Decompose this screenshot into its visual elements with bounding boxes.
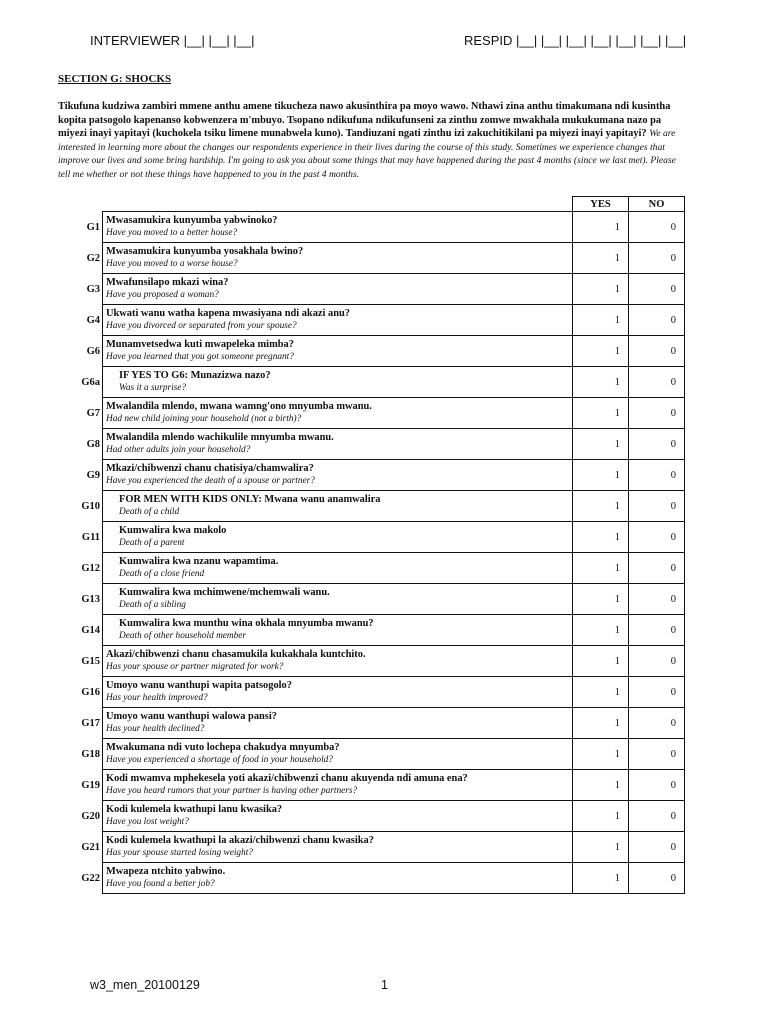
yes-option[interactable]: 1: [573, 429, 629, 460]
question-english: Have you experienced a shortage of food in your household?: [106, 755, 333, 765]
question-english: Had new child joining your household (not a birth)?: [106, 414, 302, 424]
no-option[interactable]: 0: [629, 429, 685, 460]
question-cell: [103, 367, 573, 398]
table-row: [58, 553, 685, 584]
question-code: G6a: [81, 376, 100, 388]
intro-paragraph: [58, 100, 680, 182]
question-english: Was it a surprise?: [119, 383, 187, 393]
yes-option[interactable]: 1: [573, 615, 629, 646]
intro-chichewa: Tikufuna kudziwa zambiri mmene anthu amene tikucheza nawo akusinthira pa moyo wawo. Nthawi zina anthu timakumana ndi kusintha kopita patsogolo kapenanso kobwenzera m'mbuyo. Tsopano ndikufuna ndikufunseni za zinthu zomwe mwakhala mukukumana nazo pa miyezi inayi yapitayi (kuchokela tsiku limene munabwela kuno). Tandiuzani ngati zinthu izi zakuchitikilani pa miyezi inayi yapitayi?: [58, 101, 671, 140]
question-english: Has your spouse started losing weight?: [106, 848, 253, 858]
no-option[interactable]: 0: [629, 212, 685, 243]
question-english: Have you moved to a worse house?: [106, 259, 238, 269]
no-option[interactable]: 0: [629, 770, 685, 801]
question-code: G6: [86, 345, 100, 357]
table-row: [58, 212, 685, 243]
question-chichewa: Mwapeza ntchito yabwino.: [106, 866, 226, 877]
question-english: Has your spouse or partner migrated for work?: [106, 662, 284, 672]
question-english: Have you learned that you got someone pregnant?: [106, 352, 294, 362]
no-option[interactable]: 0: [629, 863, 685, 894]
yes-option[interactable]: 1: [573, 708, 629, 739]
question-english: Have you moved to a better house?: [106, 228, 238, 238]
table-row: [58, 336, 685, 367]
question-code: G7: [86, 407, 100, 419]
question-cell: [103, 646, 573, 677]
question-chichewa: Kumwalira kwa mchimwene/mchemwali wanu.: [119, 587, 330, 598]
question-english: Had other adults join your household?: [106, 445, 251, 455]
question-cell: [103, 801, 573, 832]
question-cell: [103, 460, 573, 491]
question-cell: [103, 739, 573, 770]
yes-option[interactable]: 1: [573, 677, 629, 708]
question-chichewa: Mwafunsilapo mkazi wina?: [106, 277, 229, 288]
no-option[interactable]: 0: [629, 274, 685, 305]
no-option[interactable]: 0: [629, 708, 685, 739]
no-option[interactable]: 0: [629, 305, 685, 336]
table-row: [58, 677, 685, 708]
shocks-table: [58, 196, 685, 894]
section-title: SECTION G: SHOCKS: [58, 73, 172, 85]
no-option[interactable]: 0: [629, 801, 685, 832]
question-english: Has your health declined?: [106, 724, 205, 734]
question-code: G4: [86, 314, 100, 326]
question-code: G11: [81, 531, 100, 543]
table-row: [58, 398, 685, 429]
question-cell: [103, 615, 573, 646]
question-code: G12: [81, 562, 100, 574]
question-code: G8: [86, 438, 100, 450]
question-code: G2: [86, 252, 100, 264]
table-row: [58, 243, 685, 274]
question-english: Have you experienced the death of a spouse or partner?: [106, 476, 315, 486]
table-row: [58, 522, 685, 553]
question-english: Death of a sibling: [119, 600, 186, 610]
no-header: NO: [629, 197, 685, 212]
no-option[interactable]: 0: [629, 243, 685, 274]
table-row: [58, 274, 685, 305]
question-chichewa: Mwasamukira kunyumba yosakhala bwino?: [106, 246, 304, 257]
question-chichewa: Mkazi/chibwenzi chanu chatisiya/chamwalira?: [106, 463, 314, 474]
question-chichewa: Mwakumana ndi vuto lochepa chakudya mnyumba?: [106, 742, 340, 753]
question-chichewa: Kumwalira kwa munthu wina okhala mnyumba mwanu?: [119, 618, 374, 629]
question-code: G20: [81, 810, 100, 822]
yes-header: YES: [573, 197, 629, 212]
question-cell: [103, 770, 573, 801]
yes-option[interactable]: 1: [573, 212, 629, 243]
table-row: [58, 708, 685, 739]
question-chichewa: Umoyo wanu wanthupi wapita patsogolo?: [106, 680, 292, 691]
question-code: G22: [81, 872, 100, 884]
question-chichewa: Mwasamukira kunyumba yabwinoko?: [106, 215, 278, 226]
question-english: Death of other household member: [119, 631, 247, 641]
table-row: [58, 739, 685, 770]
question-chichewa: FOR MEN WITH KIDS ONLY: Mwana wanu anamwalira: [119, 494, 381, 505]
question-chichewa: Akazi/chibwenzi chanu chasamukila kukakhala kuntchito.: [106, 649, 366, 660]
question-chichewa: Ukwati wanu watha kapena mwasiyana ndi akazi anu?: [106, 308, 350, 319]
yes-option[interactable]: 1: [573, 770, 629, 801]
question-english: Death of a parent: [119, 538, 185, 548]
table-row: [58, 770, 685, 801]
question-cell: [103, 491, 573, 522]
page-number: 1: [381, 978, 388, 992]
question-cell: [103, 274, 573, 305]
question-code: G13: [81, 593, 100, 605]
question-code: G18: [81, 748, 100, 760]
table-header-row: [58, 197, 685, 212]
yes-option[interactable]: 1: [573, 305, 629, 336]
question-cell: [103, 708, 573, 739]
question-english: Have you proposed a woman?: [106, 290, 219, 300]
yes-option[interactable]: 1: [573, 863, 629, 894]
no-option[interactable]: 0: [629, 398, 685, 429]
question-cell: [103, 336, 573, 367]
question-chichewa: Kumwalira kwa nzanu wapamtima.: [119, 556, 279, 567]
question-chichewa: Kodi kulemela kwathupi la akazi/chibwenzi chanu kwasika?: [106, 835, 374, 846]
question-chichewa: IF YES TO G6: Munazizwa nazo?: [119, 370, 271, 381]
question-cell: [103, 832, 573, 863]
table-row: [58, 646, 685, 677]
respondent-id-field: RESPID |__| |__| |__| |__| |__| |__| |__|: [464, 33, 687, 48]
no-option[interactable]: 0: [629, 646, 685, 677]
yes-option[interactable]: 1: [573, 553, 629, 584]
question-english: Have you lost weight?: [106, 817, 189, 827]
no-option[interactable]: 0: [629, 739, 685, 770]
yes-option[interactable]: 1: [573, 460, 629, 491]
question-chichewa: Mwalandila mlendo wachikulile mnyumba mwanu.: [106, 432, 334, 443]
question-code: G15: [81, 655, 100, 667]
intro-english: We are interested in learning more about the changes our respondents experience in their lives during the course of this study. Sometimes we experience changes that improve our lives and some bring hardship. I'm going to ask you about some things that may have happened during the past 4 months (since we last met). Please tell me whether or not these things have happened to you in the past 4 months.: [58, 128, 676, 180]
yes-option[interactable]: 1: [573, 522, 629, 553]
question-code: G3: [86, 283, 100, 295]
no-option[interactable]: 0: [629, 491, 685, 522]
question-code: G19: [81, 779, 100, 791]
question-code: G16: [81, 686, 100, 698]
yes-option[interactable]: 1: [573, 398, 629, 429]
yes-option[interactable]: 1: [573, 367, 629, 398]
question-cell: [103, 584, 573, 615]
table-row: [58, 460, 685, 491]
no-option[interactable]: 0: [629, 677, 685, 708]
question-english: Death of a close friend: [119, 569, 205, 579]
interviewer-id-field: INTERVIEWER |__| |__| |__|: [90, 33, 255, 48]
table-row: [58, 367, 685, 398]
no-option[interactable]: 0: [629, 460, 685, 491]
question-chichewa: Munamvetsedwa kuti mwapeleka mimba?: [106, 339, 294, 350]
question-cell: [103, 212, 573, 243]
question-code: G17: [81, 717, 100, 729]
table-row: [58, 491, 685, 522]
question-cell: [103, 243, 573, 274]
no-option[interactable]: 0: [629, 584, 685, 615]
footer-filename: w3_men_20100129: [90, 978, 200, 992]
yes-option[interactable]: 1: [573, 832, 629, 863]
table-row: [58, 832, 685, 863]
no-option[interactable]: 0: [629, 832, 685, 863]
yes-option[interactable]: 1: [573, 646, 629, 677]
table-row: [58, 305, 685, 336]
question-cell: [103, 429, 573, 460]
question-code: G9: [86, 469, 100, 481]
question-english: Has your health improved?: [106, 693, 208, 703]
question-code: G21: [81, 841, 100, 853]
question-cell: [103, 553, 573, 584]
question-english: Death of a child: [119, 507, 180, 517]
yes-option[interactable]: 1: [573, 274, 629, 305]
question-chichewa: Kodi kulemela kwathupi lanu kwasika?: [106, 804, 283, 815]
no-option[interactable]: 0: [629, 553, 685, 584]
no-option[interactable]: 0: [629, 367, 685, 398]
question-code: G14: [81, 624, 100, 636]
table-row: [58, 429, 685, 460]
question-cell: [103, 305, 573, 336]
no-option[interactable]: 0: [629, 615, 685, 646]
table-row: [58, 863, 685, 894]
question-code: G1: [86, 221, 100, 233]
question-english: Have you heard rumors that your partner is having other partners?: [106, 786, 358, 796]
question-cell: [103, 522, 573, 553]
table-row: [58, 801, 685, 832]
table-row: [58, 584, 685, 615]
question-chichewa: Mwalandila mlendo, mwana wamng'ono mnyumba mwanu.: [106, 401, 372, 412]
question-code: G10: [81, 500, 100, 512]
question-chichewa: Kodi mwamva mphekesela yoti akazi/chibwenzi chanu akuyenda ndi amuna ena?: [106, 773, 468, 784]
question-chichewa: Umoyo wanu wanthupi walowa pansi?: [106, 711, 277, 722]
question-chichewa: Kumwalira kwa makolo: [119, 525, 227, 536]
question-cell: [103, 398, 573, 429]
yes-option[interactable]: 1: [573, 739, 629, 770]
yes-option[interactable]: 1: [573, 491, 629, 522]
question-cell: [103, 863, 573, 894]
yes-option[interactable]: 1: [573, 584, 629, 615]
no-option[interactable]: 0: [629, 522, 685, 553]
no-option[interactable]: 0: [629, 336, 685, 367]
question-cell: [103, 677, 573, 708]
yes-option[interactable]: 1: [573, 243, 629, 274]
yes-option[interactable]: 1: [573, 336, 629, 367]
yes-option[interactable]: 1: [573, 801, 629, 832]
question-english: Have you found a better job?: [106, 879, 215, 889]
question-english: Have you divorced or separated from your spouse?: [106, 321, 297, 331]
table-row: [58, 615, 685, 646]
